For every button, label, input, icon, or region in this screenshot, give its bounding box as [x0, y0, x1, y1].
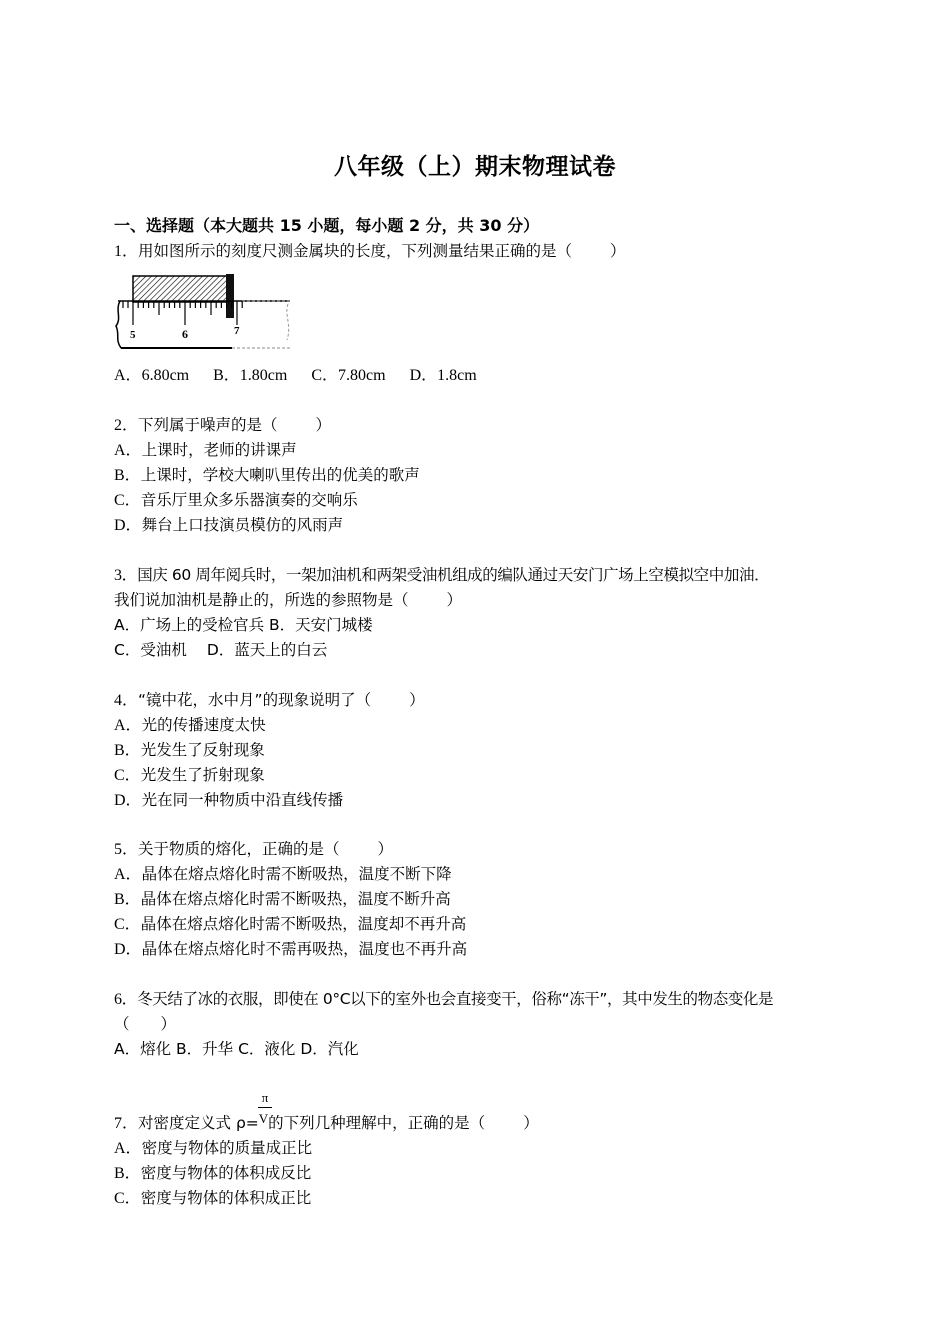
option-c[interactable]: C．7.80cm: [311, 367, 386, 384]
density-fraction: [258, 1090, 272, 1108]
section-heading: 一、选择题（本大题共 15 小题，每小题 2 分，共 30 分）: [114, 216, 540, 235]
question-6-blank: （ ）: [114, 1015, 177, 1033]
option-b[interactable]: B．光发生了反射现象: [114, 741, 265, 759]
option-c[interactable]: C．光发生了折射现象: [114, 766, 265, 784]
tick-label-6: 6: [182, 327, 188, 341]
option-b[interactable]: B．上课时，学校大喇叭里传出的优美的歌声: [114, 466, 420, 484]
option-a[interactable]: A．上课时，老师的讲课声: [114, 441, 297, 459]
question-1-options: [114, 366, 477, 386]
option-a[interactable]: A．晶体在熔点熔化时需不断吸热，温度不断下降: [114, 865, 452, 883]
option-d[interactable]: D．舞台上口技演员模仿的风雨声: [114, 516, 344, 534]
question-2-stem: 2．下列属于噪声的是（ ）: [114, 416, 332, 434]
question-6-options[interactable]: A．熔化 B．升华 C．液化 D．汽化: [114, 1040, 359, 1058]
option-b[interactable]: B．密度与物体的体积成反比: [114, 1164, 312, 1182]
question-3-stem-line2: 我们说加油机是静止的，所选的参照物是（ ）: [114, 591, 463, 609]
ruler-figure: [112, 270, 297, 356]
question-3-options-row2[interactable]: C．受油机 D．蓝天上的白云: [114, 641, 328, 659]
tick-label-5: 5: [130, 329, 136, 341]
question-3-stem-line1: 3．国庆 60 周年阅兵时，一架加油机和两架受油机组成的编队通过天安门广场上空模拟空中加油．: [114, 566, 770, 584]
option-d[interactable]: D．晶体在熔点熔化时不需再吸热，温度也不再升高: [114, 940, 468, 958]
fraction-numerator: π: [261, 1090, 269, 1105]
question-3-options-row1[interactable]: A．广场上的受检官兵 B．天安门城楼: [114, 616, 373, 634]
option-d[interactable]: D．光在同一种物质中沿直线传播: [114, 791, 344, 809]
question-1-stem: 1．用如图所示的刻度尺测金属块的长度，下列测量结果正确的是（ ）: [114, 242, 626, 260]
tick-label-7: 7: [234, 325, 240, 337]
option-b[interactable]: B．晶体在熔点熔化时需不断吸热，温度不断升高: [114, 890, 451, 908]
option-b[interactable]: B．1.80cm: [213, 367, 288, 384]
fraction-denominator: V: [258, 1111, 269, 1126]
question-5-stem: 5．关于物质的熔化，正确的是（ ）: [114, 840, 394, 858]
option-d[interactable]: D．1.8cm: [409, 367, 477, 384]
page-title: 八年级（上）期末物理试卷: [334, 154, 616, 180]
option-c[interactable]: C．音乐厅里众多乐器演奏的交响乐: [114, 491, 358, 509]
option-a[interactable]: A．光的传播速度太快: [114, 716, 266, 734]
question-6-stem: 6．冬天结了冰的衣服，即使在 0°C以下的室外也会直接变干，俗称“冻干”，其中发生的物态变化是: [114, 990, 774, 1008]
option-a[interactable]: A．6.80cm: [114, 367, 190, 384]
option-c[interactable]: C．晶体在熔点熔化时需不断吸热，温度却不再升高: [114, 915, 467, 933]
option-a[interactable]: A．密度与物体的质量成正比: [114, 1139, 313, 1157]
ruler-with-block-icon: [112, 270, 297, 352]
option-c[interactable]: C．密度与物体的体积成正比: [114, 1189, 312, 1207]
question-4-stem: 4．“镜中花，水中月”的现象说明了（ ）: [114, 691, 425, 709]
question-7-stem: 7．对密度定义式 ρ=$^V$的下列几种理解中，正确的是（ ）: [114, 1111, 539, 1132]
